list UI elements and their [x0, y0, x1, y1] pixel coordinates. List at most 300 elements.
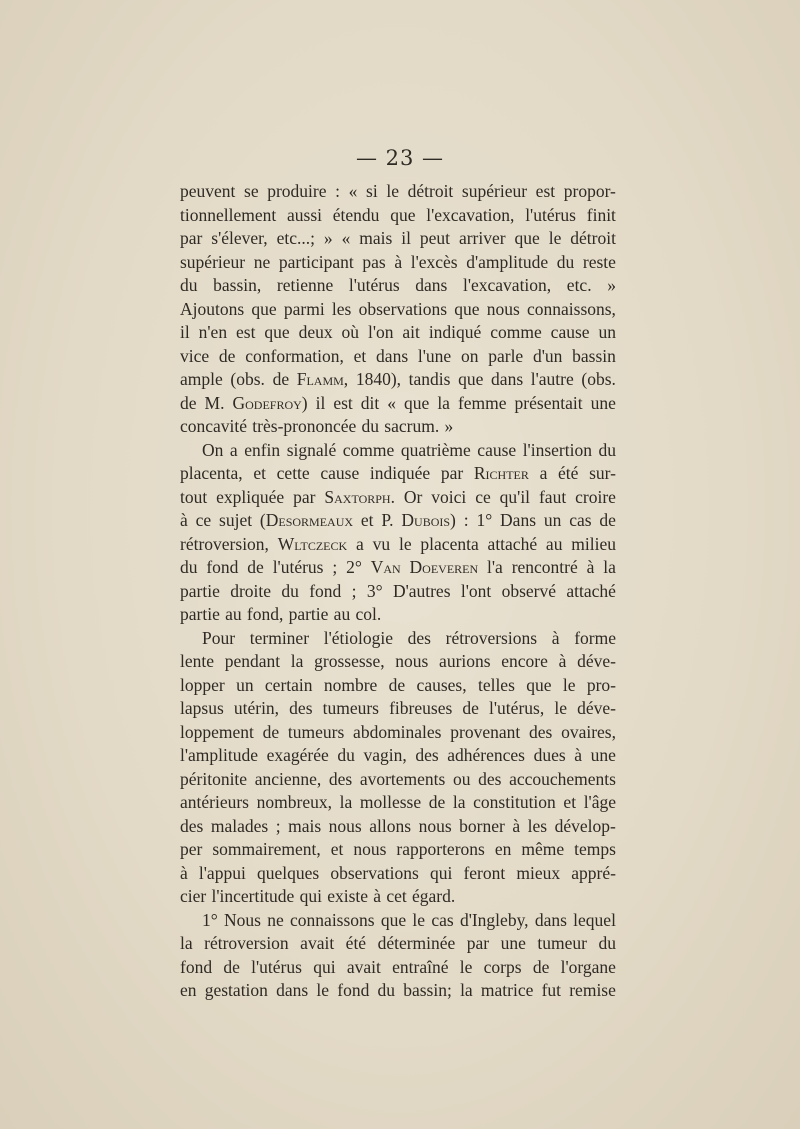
text-line [180, 909, 616, 933]
word: nombre [323, 674, 378, 695]
word: n'en [198, 322, 228, 342]
word: des [478, 768, 502, 789]
word: Van [370, 557, 401, 577]
word: l'excès [410, 251, 458, 272]
word: l'autre [530, 369, 574, 389]
word: ne [267, 909, 284, 930]
word: bassin [572, 345, 616, 366]
word: conformation, [245, 345, 344, 366]
word: des [407, 627, 431, 648]
word: ; [351, 580, 357, 601]
word: et [563, 792, 577, 812]
word: remise [569, 980, 616, 1000]
word: signalé [286, 439, 337, 460]
word: que [526, 674, 552, 695]
word: vagin, [363, 745, 407, 765]
word: d'un [532, 345, 563, 366]
word: se [244, 181, 259, 201]
word: deux [298, 322, 333, 342]
word: l'insertion [522, 439, 592, 460]
text-line [180, 862, 616, 886]
word: allons [369, 815, 412, 836]
word: mais [359, 228, 393, 248]
word: du [598, 439, 616, 460]
text-line [180, 791, 616, 815]
word: malades [210, 815, 269, 836]
word: des [328, 768, 353, 789]
word: ou [452, 768, 471, 789]
text-line [180, 721, 616, 745]
word: il [180, 322, 190, 342]
word: concavité [180, 416, 248, 436]
text-line [180, 768, 616, 792]
word: : [335, 181, 341, 201]
page-number: — 23 — [355, 146, 445, 170]
word: l'appui [198, 862, 246, 883]
word: d'amplitude [466, 251, 549, 272]
word: un [236, 674, 254, 695]
word: du [598, 933, 616, 953]
text-line [180, 580, 616, 604]
word: une [590, 745, 616, 765]
word: vu [372, 533, 391, 554]
word: per [180, 839, 203, 859]
word: placenta [420, 533, 479, 554]
word: dévelop- [554, 815, 616, 836]
word: causes, [416, 674, 467, 695]
word: adhérences [447, 745, 525, 765]
word: l'organe [560, 956, 616, 977]
body-text [180, 180, 616, 1003]
word: le [548, 228, 562, 248]
word: des [528, 721, 553, 742]
word: provenant [450, 721, 521, 742]
word: finit [586, 204, 616, 225]
word: est [535, 181, 556, 201]
text-line [180, 321, 616, 345]
word: à [180, 510, 188, 530]
word: 1° [476, 510, 493, 530]
text-line [180, 204, 616, 228]
text-line [180, 885, 616, 909]
word: que [454, 298, 480, 319]
word: pro- [586, 674, 616, 695]
word: Ajoutons [180, 298, 245, 319]
word: que [390, 204, 416, 225]
word: le [412, 909, 426, 930]
word: (obs. [230, 369, 265, 389]
word: par [466, 933, 490, 953]
word: rencontré [511, 557, 578, 577]
word: pendant [224, 651, 281, 671]
word: cet [386, 886, 407, 906]
word: sujet [219, 510, 253, 530]
word: etc. [566, 275, 592, 295]
word: « [387, 392, 397, 413]
word: par [180, 228, 203, 248]
word: par [440, 463, 464, 483]
word: « [348, 181, 358, 201]
word: bassin, [213, 275, 262, 295]
word: Saxtorph. [324, 486, 395, 507]
word: l'utérus [348, 275, 400, 295]
word: dit [360, 392, 380, 413]
word: comme [342, 439, 395, 460]
word: attaché [487, 533, 538, 554]
word: Nous [224, 909, 261, 930]
word: cas [431, 909, 454, 930]
word: à [558, 651, 567, 671]
word: rétroversion [204, 933, 289, 953]
word: » [444, 416, 454, 436]
word: du [337, 745, 355, 765]
word: etc...; [276, 228, 315, 248]
word: l'âge [583, 792, 616, 812]
word: la [437, 392, 450, 413]
word: un [543, 510, 562, 530]
word: de [599, 510, 616, 530]
word: l'utérus [251, 956, 302, 977]
text-line [180, 368, 616, 392]
word: à [574, 745, 583, 765]
word: fond [206, 557, 239, 577]
word: à [180, 862, 188, 883]
word: le [316, 980, 330, 1000]
text-line [180, 345, 616, 369]
word: sur- [589, 463, 616, 483]
word: fut [541, 980, 562, 1000]
word: constitution [473, 792, 556, 812]
text-line [180, 650, 616, 674]
word: reste [582, 251, 616, 272]
word: a [229, 439, 238, 460]
text-line [180, 486, 616, 510]
word: sacrum. [384, 416, 440, 436]
word: on [460, 345, 479, 366]
word: » [323, 228, 333, 248]
word: Godefroy) [232, 392, 308, 413]
word: tumeurs [322, 698, 379, 718]
word: placenta, [180, 463, 243, 483]
word: lopper [180, 674, 225, 695]
word: déve- [577, 651, 616, 671]
word: est [333, 392, 353, 413]
word: l'étiologie [323, 627, 393, 648]
word: partie [180, 604, 220, 624]
word: de [272, 369, 290, 389]
word: lequel [573, 909, 616, 930]
word: P. [381, 510, 394, 530]
word: observations [358, 298, 448, 319]
word: peuvent [180, 181, 236, 201]
word: cas [569, 510, 592, 530]
word: de [247, 557, 264, 577]
word: forme [574, 627, 616, 648]
word: dans [376, 345, 409, 366]
word: quelques [256, 862, 320, 883]
word: On [202, 439, 224, 460]
word: aussi [287, 204, 322, 225]
word: parmi [283, 298, 325, 319]
word: : [463, 510, 469, 530]
word: de [462, 698, 479, 718]
text-line [180, 298, 616, 322]
word: ancienne, [254, 768, 322, 789]
word: vice [180, 345, 210, 366]
word: le [398, 533, 412, 554]
word: au [225, 604, 242, 624]
word: à [373, 886, 382, 906]
word: a [539, 463, 548, 483]
word: tumeurs [287, 721, 345, 742]
word: a [356, 533, 364, 554]
word: l'utérus [525, 204, 576, 225]
word: de [223, 956, 240, 977]
word: été [345, 933, 367, 953]
word: appré- [571, 862, 616, 883]
word: observé [501, 580, 557, 601]
word: qui [299, 886, 322, 906]
word: dans [534, 909, 567, 930]
text-line [180, 556, 616, 580]
word: encore [501, 651, 548, 671]
word: M. [204, 392, 225, 413]
word: en [494, 839, 512, 859]
word: le [459, 956, 473, 977]
word: cier [180, 886, 207, 906]
word: femme [457, 392, 507, 413]
word: col. [355, 604, 382, 624]
word: tionnellement [180, 204, 277, 225]
word: fond [180, 956, 213, 977]
text-line [180, 180, 616, 204]
word: 1° [202, 909, 218, 930]
word: nous [418, 815, 452, 836]
word: supérieur [461, 181, 528, 201]
word: et [253, 463, 266, 483]
word: à [551, 627, 560, 648]
text-line [180, 838, 616, 862]
word: des [180, 815, 204, 836]
word: à [586, 557, 595, 577]
word: partie [180, 580, 220, 601]
word: ce [195, 510, 212, 530]
word: l'utérus, [489, 698, 545, 718]
word: détroit [407, 181, 454, 201]
word: Flamm, [296, 369, 349, 389]
word: « [341, 228, 351, 248]
word: que [404, 392, 430, 413]
word: du [361, 416, 380, 436]
word: égard. [411, 886, 456, 906]
word: cause [550, 322, 590, 342]
word: fond [309, 580, 342, 601]
word: la [180, 933, 193, 953]
text-line [180, 274, 616, 298]
word: et [330, 839, 344, 859]
word: cause [320, 463, 360, 483]
word: lapsus [180, 698, 224, 718]
word: cause [477, 439, 517, 460]
word: tumeur [537, 933, 587, 953]
text-line [180, 533, 616, 557]
word: connaissons, [526, 298, 616, 319]
word: de [428, 792, 446, 812]
word: en [180, 980, 197, 1000]
word: dues [533, 745, 566, 765]
word: le [386, 181, 399, 201]
word: ovaires, [561, 721, 616, 742]
word: Richter [473, 463, 529, 483]
word: milieu [571, 533, 616, 554]
word: nous [353, 839, 387, 859]
word: péritonite [180, 768, 248, 789]
word: loppement [180, 721, 254, 742]
word: accouchements [509, 768, 616, 789]
word: bassin; [403, 980, 452, 1000]
word: l'une [417, 345, 452, 366]
word: ; [275, 815, 281, 836]
word: feront [463, 862, 506, 883]
word: cette [276, 463, 310, 483]
word: du [180, 275, 198, 295]
word: déve- [577, 698, 616, 718]
word: tandis [408, 369, 451, 389]
word: des [289, 698, 313, 718]
text-line [180, 674, 616, 698]
word: quatrième [400, 439, 471, 460]
word: fond [337, 980, 370, 1000]
text-line [180, 627, 616, 651]
word: qu'il [499, 486, 531, 507]
word: tout [180, 486, 208, 507]
word: antérieurs [180, 792, 249, 812]
word: de [218, 345, 236, 366]
word: dans [276, 980, 309, 1000]
word: dans [415, 275, 448, 295]
word: gestation [204, 980, 268, 1000]
word: Or [403, 486, 423, 507]
word: avait [346, 956, 381, 977]
word: et [360, 510, 374, 530]
word: corps [483, 956, 522, 977]
word: (Desormeaux [259, 510, 354, 530]
word: que [380, 909, 407, 930]
word: attaché [566, 580, 616, 601]
word: l'excavation, [426, 204, 515, 225]
text-line [180, 509, 616, 533]
word: s'élever, [211, 228, 268, 248]
word: lente [180, 651, 215, 671]
word: une [590, 392, 616, 413]
word: des [415, 745, 439, 765]
word: nous [328, 815, 362, 836]
word: l'ont [460, 580, 492, 601]
word: exagérée [266, 745, 329, 765]
word: la [290, 651, 304, 671]
word: voici [431, 486, 467, 507]
word: la [452, 792, 466, 812]
word: rétroversion, [180, 533, 269, 554]
word: 1840), [355, 369, 402, 389]
word: indiquée [369, 463, 431, 483]
word: D'autres [392, 580, 451, 601]
word: présentait [514, 392, 583, 413]
text-line [180, 439, 616, 463]
word: l'excavation, [462, 275, 552, 295]
word: croire [575, 486, 616, 507]
word: il [315, 392, 326, 413]
word: Doeveren [409, 557, 479, 577]
word: ; [332, 557, 338, 577]
word: que [251, 298, 277, 319]
word: Dubois) [401, 510, 456, 530]
word: l'a [487, 557, 503, 577]
word: existe [327, 886, 369, 906]
word: que [514, 228, 540, 248]
word: borner [459, 815, 505, 836]
word: qui [429, 862, 453, 883]
word: la [603, 557, 616, 577]
word: telles [477, 674, 515, 695]
word: dans [491, 369, 524, 389]
word: supérieur [180, 251, 246, 272]
word: du [180, 557, 198, 577]
word: enfin [244, 439, 281, 460]
word: terminer [249, 627, 310, 648]
word: les [527, 815, 548, 836]
word: à [512, 815, 521, 836]
text-line [180, 392, 616, 416]
word: rapporterons [396, 839, 485, 859]
word: » [607, 275, 616, 295]
word: temps [574, 839, 616, 859]
word: un [598, 322, 616, 342]
word: l'incertitude [211, 886, 295, 906]
word: partie [288, 604, 329, 624]
word: ne [253, 251, 271, 272]
text-line [180, 462, 616, 486]
word: indiqué [428, 322, 482, 342]
word: rétroversions [445, 627, 538, 648]
text-line [180, 415, 616, 439]
word: nous [395, 651, 429, 671]
word: de [262, 721, 280, 742]
word: que [264, 322, 290, 342]
word: mais [288, 815, 322, 836]
word: le [554, 698, 567, 718]
word: étendu [332, 204, 380, 225]
word: produire [267, 181, 327, 201]
text-line [180, 744, 616, 768]
word: déterminée [377, 933, 456, 953]
word: abdominales [353, 721, 442, 742]
word: faut [538, 486, 567, 507]
word: observations [330, 862, 419, 883]
word: du [281, 580, 299, 601]
word: mieux [516, 862, 561, 883]
word: il [401, 228, 411, 248]
word: très-prononcée [252, 416, 357, 436]
text-line [180, 251, 616, 275]
word: parle [488, 345, 524, 366]
word: de [180, 392, 197, 413]
word: détroit [570, 228, 616, 248]
word: nous [486, 298, 520, 319]
word: entraîné [392, 956, 449, 977]
word: avait [300, 933, 335, 953]
word: ait [402, 322, 420, 342]
